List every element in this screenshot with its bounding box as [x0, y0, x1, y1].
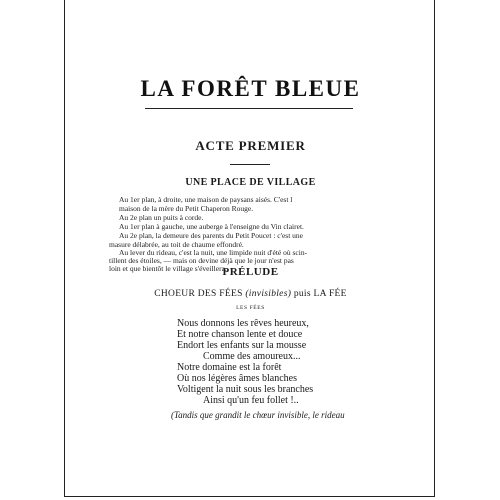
- scene-heading: UNE PLACE DE VILLAGE: [185, 177, 316, 188]
- act-heading: ACTE PREMIER: [195, 138, 306, 153]
- title-rule: [145, 108, 353, 109]
- chorus-heading: [65, 289, 436, 299]
- chorus-fairy: puis LA FÉE: [291, 289, 347, 299]
- verse-line: Voltigent la nuit sous les branches: [177, 384, 314, 395]
- verse-line: Notre domaine est la forêt: [177, 362, 282, 373]
- stage-direction-line: maison de la mère du Petit Chaperon Rouge.: [119, 204, 254, 213]
- play-title: LA FORÊT BLEUE: [140, 76, 361, 101]
- stage-direction-line: Au 2e plan un puits à corde.: [119, 213, 204, 222]
- stage-direction-line: Au 2e plan, la demeure des parents du Petit Poucet : c'est une: [119, 231, 304, 240]
- verse-line: Endort les enfants sur la mousse: [177, 340, 307, 351]
- verse-line: Où nos légères âmes blanches: [177, 373, 297, 384]
- stage-direction-line: masure délabrée, au toit de chaume effondré.: [109, 240, 244, 249]
- closing-stage-direction: (Tandis que grandit le chœur invisible, le rideau: [171, 410, 345, 420]
- verse-line: Nous donnons les rêves heureux,: [177, 318, 309, 329]
- verse-line: Comme des amoureux...: [203, 351, 301, 362]
- stage-direction-line: Au 1er plan à gauche, une auberge à l'enseigne du Vin clairet.: [119, 222, 304, 231]
- stage-direction-line: loin et que bientôt le village s'éveillera.: [109, 264, 227, 273]
- speaker-label: LES FÉES: [236, 305, 265, 311]
- stage-direction-line: Au 1er plan, à droite, une maison de paysans aisés. C'est l: [119, 195, 293, 204]
- stage-direction-line: tillent des étoiles, — mais on devine déjà que le jour n'est pas: [109, 256, 294, 265]
- prelude-heading: PRÉLUDE: [222, 266, 279, 278]
- verse-line: Et notre chanson lente et douce: [177, 329, 303, 340]
- act-rule: [230, 164, 270, 165]
- verse-line: Ainsi qu'un feu follet !..: [203, 395, 299, 406]
- chorus-name: CHOEUR DES FÉES: [154, 289, 246, 299]
- stage-direction-line: Au lever du rideau, c'est la nuit, une limpide nuit d'été où scin-: [119, 248, 308, 257]
- chorus-invisible-note: (invisibles): [245, 289, 292, 299]
- book-page: [64, 0, 435, 497]
